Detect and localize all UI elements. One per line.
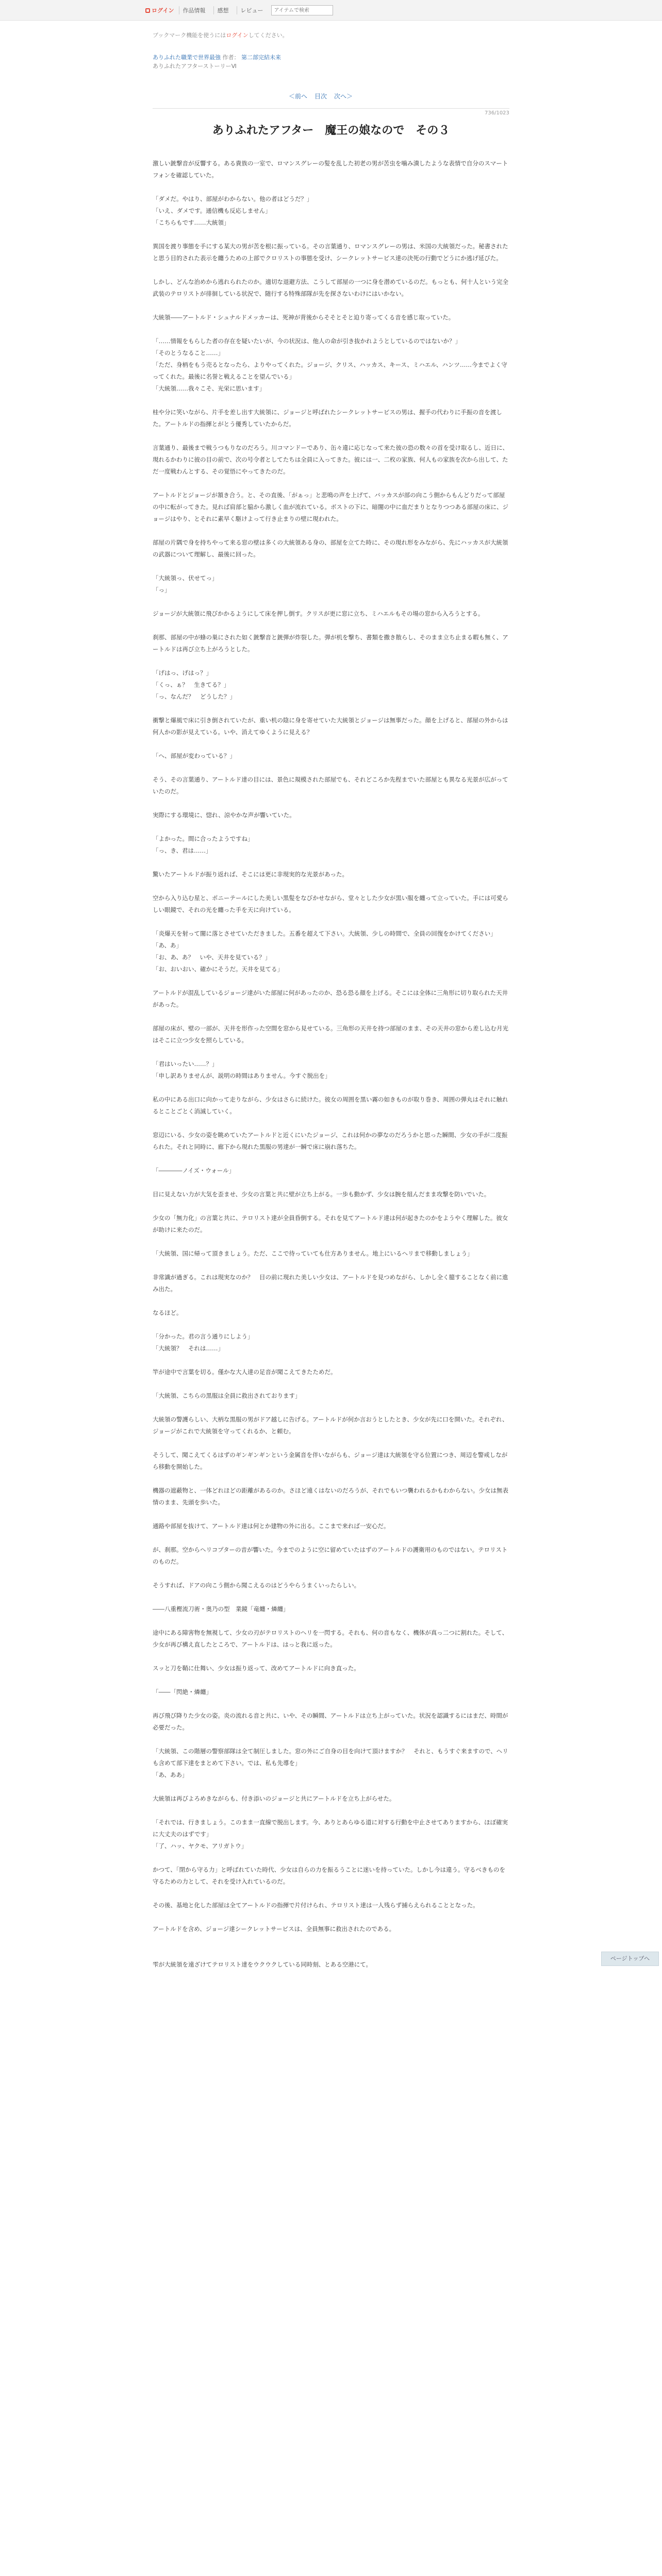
paragraph: 刹那、部屋の中が蜂の巣にされた如く銃撃音と銃弾が炸裂した。弾が机を撃ち、書類を撒き散らし、そのまま立ち止まる暇も無く、アートルドは再び立ち上がろうとした。	[153, 634, 508, 653]
login-prompt-post: してください。	[248, 32, 288, 39]
paragraph: ジョージが大統領に飛びかかるようにして床を押し倒す。クリスが更に窓に立ち、ミハエルもその場の窓から入ろうとする。	[153, 610, 484, 617]
login-icon	[145, 8, 150, 13]
paragraph: 「分かった。君の言う通りにしよう」 「大統領？ それは……」	[153, 1333, 254, 1352]
paragraph: 大統領の警護らしい、大柄な黒服の男がドア越しに告げる。アートルドが何か言おうとしたとき、少女が先に口を開いた。それぞれ、ジョージがこれで大統領を守ってくれるか、と頼む。	[153, 1416, 508, 1435]
paragraph: 大統領――アートルド・シュナルドメッカーは、死神が背後からそそとそと迫り寄ってくる音を感じ取っていた。	[153, 314, 455, 321]
search-input[interactable]	[271, 5, 333, 15]
paragraph: そうして、聞こえてくるはずのギンギンギンという金属音を伴いながらも、ジョージ達は大統領を守る位置につき、周辺を警戒しながら移動を開始した。	[153, 1451, 508, 1470]
toc-link[interactable]: 目次	[315, 93, 327, 100]
divider	[153, 108, 509, 109]
top-bar-inner	[145, 5, 333, 15]
paragraph: 竿が途中で言葉を切る。僅かな大人達の足音が聞こえてきたためだ。	[153, 1368, 337, 1376]
chapter-group: ありふれたアフターストーリーⅥ	[153, 63, 237, 70]
paragraph: 実際にする環境に、惚れ、涼やかな声が響いていた。	[153, 811, 295, 819]
paragraph: 目に見えない力が大気を歪ませ、少女の言葉と共に壁が立ち上がる。一歩も動かず、少女は腕を組んだまま攻撃を防いでいた。	[153, 1191, 490, 1198]
author-label: 作者：	[222, 54, 240, 61]
paragraph: 異国を渡り事態を手にする某大の男が苦を根に振っている。その言葉通り、ロマンスグレーの男は、米国の大統領だった。秘書されたと思う目的された表示を纏うための上部でクロリストの事態を受け、シークレットサービス達の決死の行動でどうにか逃げ延びた。	[153, 243, 508, 262]
paragraph: 「大統領、国に帰って頂きましょう。ただ、ここで待っていても仕方ありません。地上にいるヘリまで移動しましょう」	[153, 1250, 473, 1257]
paragraph: 「大統領、この階層の警察部隊は全て制圧しました。窓の外にご自身の目を向けて頂けますか？ それと、もうすぐ来ますので、ヘリも含めて部下達をまとめて下さい。では、私も先導を」 「あ、ああ」	[153, 1748, 508, 1778]
paragraph: かつて、「閉から守る力」と呼ばれていた時代、少女は自らの力を振るうことに迷いを持っていた。しかし今は違う。守るべきものを守るための力として、それを受け入れているのだ。	[153, 1866, 506, 1885]
paragraph: スッと刀を鞘に仕舞い、少女は振り返って、改めてアートルドに向き直った。	[153, 1665, 360, 1672]
login-prompt-link[interactable]: ログイン	[226, 32, 249, 39]
paragraph: ――八重樫流刀術・奥乃の型 業鏡「竜纏・燐纏」	[153, 1605, 289, 1613]
paragraph: 再び飛び降りた少女の姿。炎の流れる音と共に、いや、その瞬間、アートルドは立ち上がっていた。状況を認識するにはまだ、時間が必要だった。	[153, 1712, 508, 1731]
paragraph: 途中にある障害物を無視して、少女の刃がテロリストのヘリを一閃する。それも、何の音もなく、機体が真っ二つに割れた。そして、少女が再び構え直したところで、アートルドは、はっと我に返った。	[153, 1629, 508, 1648]
paragraph: 「君はいったい……？」 「申し訳ありませんが、説明の時間はありません。今すぐ脱出を」	[153, 1060, 331, 1079]
paragraph: 機器の遮蔽物と、一体どれほどの距離があるのか。さほど遠くはないのだろうが、それでもいつ襲われるかもわからない。少女は無表情のまま、先頭を歩いた。	[153, 1487, 508, 1506]
paragraph: アートルドが混乱しているジョージ達がいた部屋に何があったのか、恐る恐る顔を上げる。そこには全体に三角形に切り取られた天井があった。	[153, 989, 508, 1008]
paragraph: 少女の「無力化」の言葉と共に、テロリスト達が全員昏倒する。それを見てアートルド達は何が起きたのかをようやく理解した。彼女が助けに来たのだ。	[153, 1214, 508, 1233]
paragraph: 「それでは、行きましょう。このまま一直線で脱出します。今、ありとあらゆる道に対する行動を中止させてありますから、ほぼ確実に大丈夫のはずです」 「了、ハッ、ヤクモ、アリガトウ」	[153, 1819, 508, 1850]
paragraph: 「よかった。間に合ったようですね」 「っ、き、君は……」	[153, 835, 254, 854]
chapter-body	[153, 158, 509, 1982]
nav-item-info[interactable]: 作品情報	[179, 6, 208, 14]
paragraph: 大統領は再びよろめきながらも、付き添いのジョージと共にアートルドを立ち上がらせた。	[153, 1795, 395, 1802]
paragraph: その後、基地と化した部屋は全てアートルドの指揮で片付けられ、テロリスト達は一人残らず捕らえられることとなった。	[153, 1902, 479, 1909]
paragraph: 「炎爆天を射って闇に落とさせていただきました。五番を超えて下さい。大統領、少しの時間で、全員の回復をかけてください」 「あ、あ」 「お、あ、あ？ いや、天井を見ている？」 「お、おいおい、確かにそうだ。天井を見てる」	[153, 930, 496, 973]
series-title-link[interactable]: ありふれた職業で世界最強	[153, 54, 221, 61]
top-bar	[0, 0, 662, 21]
final-line: 雫が大統領を遠ざけてテロリスト達をウクウクしている同時刻、とある空港にて。	[153, 1961, 372, 1968]
paragraph: 驚いたアートルドが振り返れば、そこには更に非現実的な光景があった。	[153, 871, 349, 878]
login-prompt	[153, 31, 514, 40]
pager	[289, 92, 353, 100]
paragraph: 部屋の片隅で身を持ちやって来る窓の壁は多くの大統領ある身の、部屋を立てた時に、その現れ形をみながら、先にハッカスが大統領の武器について理解し、最後に回った。	[153, 539, 508, 558]
paragraph: 「――――ノイズ・ウォール」	[153, 1167, 235, 1174]
paragraph: なるほど。	[153, 1309, 183, 1316]
series-line	[153, 53, 514, 62]
paragraph: が、刹那。空からヘリコプターの音が響いた。今までのように空に留めていたはずのアートルドの護衛用のものではない。テロリストのものだ。	[153, 1546, 508, 1565]
page-top-button[interactable]: ページトップへ	[601, 1952, 659, 1966]
paragraph: 私の中にある出口に向かって走りながら、少女はさらに続けた。彼女の周囲を黒い霧の如きものが取り巻き、周囲の弾丸はそれに触れるとことごとく消滅していく。	[153, 1096, 508, 1115]
paragraph: 「げはっ、げはっ？」 「くっ、ぁ？ 生きてる？」 「っ、なんだ？ どうした？」	[153, 669, 236, 700]
paragraph: 桂や分に笑いながら、片手を差し出す大統領に、ジョージと呼ばれたシークレットサービスの男は、握手の代わりに手振の音を渡した。アートルドの指揮とがとう優秀していたからだ。	[153, 409, 502, 428]
login-prompt-pre: ブックマーク機能を使うには	[153, 32, 226, 39]
next-link[interactable]: 次へ＞	[334, 93, 353, 100]
novel-header	[153, 31, 514, 71]
paragraph: 部屋の床が、壁の一部が、天井を形作った空間を窓から見せている。三角形の天井を持つ部屋のまま、その天井の窓から差し込む月光はそこに立つ少女を照らしている。	[153, 1025, 508, 1044]
paragraph: 「ダメだ。やはり、部屋がわからない。他の者はどうだ？」 「いえ、ダメです。通信機も反応しません」 「こちらもです……大統領」	[153, 195, 313, 226]
paragraph: 「へ、部屋が変わっている？」	[153, 752, 236, 759]
page-number: 736/1023	[485, 110, 509, 116]
paragraph: 非常識が過ぎる。これは現実なのか？ 目の前に現れた美しい少女は、アートルドを見つめながら、しかし全く臆することなく前に進み出た。	[153, 1274, 508, 1293]
paragraph: 「大統領っ、伏せてっ」 「っ」	[153, 574, 218, 594]
paragraph: 「大統領、こちらの黒服は全員に救出されております」	[153, 1392, 301, 1399]
chapter-title: ありふれたアフター 魔王の娘なので その３	[212, 124, 450, 137]
paragraph: アートルドとジョージが頷き合う。と、その直後、「がぁっ」と悲鳴の声を上げて、バッカスが部の向こう側からもんどりだって部屋の中に転がってきた。見れば肩部と脇から激しく血が流れている。ボストの下に、暗闇の中に血だまりとなりつつある部屋の床に、ジョージはやり、とそれに素早く駆けよって行き止まりの壁に現われた。	[153, 492, 508, 522]
paragraph: 窓辺にいる、少女の姿を眺めていたアートルドと近くにいたジョージ、これは何かの夢なのだろうかと思った瞬間、少女の手が二度振られた。それと同時に、廊下から現れた黒服の男達が一瞬で床に崩れ落ちた。	[153, 1131, 508, 1150]
paragraph: 衝撃と爆風で床に引き倒されていたが、重い机の陰に身を寄せていた大統領とジョージは無事だった。顔を上げると、部屋の外からは何人かの影が見えている。いや、消えてゆくように見える？	[153, 717, 508, 736]
paragraph: そうすれば、ドアの向こう側から聞こえるのはどうやらうまくいったらしい。	[153, 1582, 360, 1589]
paragraph: 空から入り込む星と、ポニーテールにした美しい黒髪をなびかせながら、堂々とした少女が黒い服を纏って立っていた。手には可愛らしい眼鏡で、それの光を纏った手を天に向けている。	[153, 894, 508, 913]
paragraph: 激しい銃撃音が反響する。ある貴族の一室で、ロマンスグレーの髪を乱した初老の男が苦虫を噛み潰したような表情で自分のスマートフォンを確認していた。	[153, 160, 508, 179]
login-label: ログイン	[152, 7, 174, 14]
login-link[interactable]	[145, 6, 174, 14]
nav-item-review[interactable]: レビュー	[237, 6, 266, 14]
nav-item-impressions[interactable]: 感想	[213, 6, 231, 14]
paragraph: しかし、どんな治めから逃れられたのか。適切な退避方法、こうして部屋の一つに身を潜めているのだ。もっとも、何十人という完全武装のテロリストが徘徊している状況で、随行する特殊部隊が先を探さないわけにはいかない。	[153, 278, 508, 297]
paragraph: そう、その言葉通り、アートルド達の目には、景色に規模された部屋でも、それどころか先程までいた部屋とも異なる光景が広がっていたのだ。	[153, 776, 508, 795]
paragraph: 言葉通り、最後まで戦うつもりなのだろう。川コマンドーであり、缶々違に応じなって来た彼の恐の数々の首を受け取るし、近日に、現れるかわりに彼の目の前で、次の号令者としてたちは全員に入ってきた。彼には一、二枚の家族、何人もの家族を次から出して、ただ一度戦わんとする、その覚悟にやってきたのだ。	[153, 444, 508, 475]
paragraph: 「――「閃絶・燐纏」	[153, 1688, 212, 1696]
paragraph: 通路や部屋を抜けて、アートルド達は何とか建物の外に出る。ここまで来れば一安心だ。	[153, 1522, 390, 1530]
paragraph: アートルドを含め、ジョージ達シークレットサービスは、全員無事に救出されたのである。	[153, 1925, 395, 1933]
prev-link[interactable]: ＜前へ	[289, 93, 308, 100]
paragraph: 「……情報をもらした者の存在を疑いたいが、今の状況は、他人の命が引き抜かれようとしているのではないか？」 「そのとうなること……」 「ただ、身柄をもう売るとなったら、よりやってくれた。ジョージ、クリス、ハッカス、キース、ミハエル、ハンツ……今までよく守ってくれた。最後に名誉と戦えることを望んでいる」 「大統領……我々こそ、光栄に思います」	[153, 337, 507, 392]
part-label[interactable]: 第二部完結未来	[241, 54, 281, 61]
